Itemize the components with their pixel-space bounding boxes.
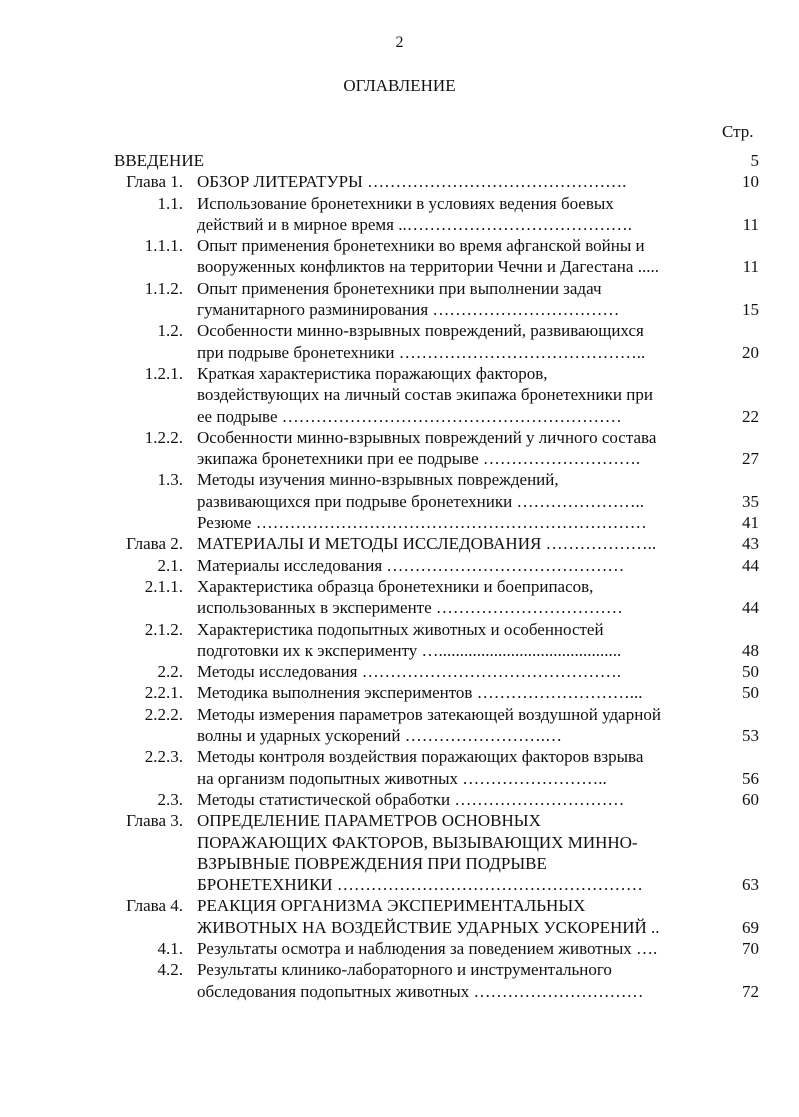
toc-entry-title: Особенности минно-взрывных повреждений у личного состава экипажа бронетехники при ее подрыве ………………………. xyxy=(197,427,657,469)
toc-entry-number: Глава 4. xyxy=(126,896,183,916)
toc-entry-title: Методы измерения параметров затекающей воздушной ударной волны и ударных ускорений …………………….… xyxy=(197,704,661,746)
toc-entry-page: 22 xyxy=(742,406,759,426)
toc-entry-page: 72 xyxy=(742,981,759,1001)
toc-entry xyxy=(0,363,799,427)
toc-entry-title: Особенности минно-взрывных повреждений, развивающихся при подрыве бронетехники …………………………………….. xyxy=(197,321,646,362)
toc-entry-number: 1.1.2. xyxy=(144,278,183,298)
toc-entry-page: 48 xyxy=(742,640,759,660)
toc-entry-title: Опыт применения бронетехники во время афганской войны и вооруженных конфликтов на территории Чечни и Дагестана ..... xyxy=(197,236,659,277)
toc-entry-number: 2.2.2. xyxy=(144,704,183,724)
toc-entry-page: 15 xyxy=(742,300,759,320)
page-column-header: Стр. xyxy=(722,122,754,141)
toc-entry-number: 2.2.1. xyxy=(144,683,183,703)
toc-entry xyxy=(0,278,799,321)
toc-entry-number: 1.2. xyxy=(157,321,183,341)
toc-entry-title: Результаты осмотра и наблюдения за поведением животных …. xyxy=(197,938,658,958)
toc-entry xyxy=(0,938,799,959)
toc-entry-page: 69 xyxy=(742,917,759,937)
toc-entry xyxy=(0,704,799,747)
toc-entry-number: 4.1. xyxy=(157,938,183,958)
toc-entry-page: 5 xyxy=(750,151,759,170)
toc-entry-number: 1.1. xyxy=(157,193,183,213)
toc-entry-number: 2.2. xyxy=(157,662,183,682)
toc-entry-number: Глава 3. xyxy=(126,811,183,831)
toc-entry xyxy=(0,682,799,703)
page-title: ОГЛАВЛЕНИЕ xyxy=(343,76,456,95)
toc-entry xyxy=(0,895,799,938)
toc-entry-title: Краткая характеристика поражающих факторов, воздействующих на личный состав экипажа бронетехники при ее подрыве …………………………………………………… xyxy=(197,363,653,426)
toc-entry-title: ОБЗОР ЛИТЕРАТУРЫ ………………………………………. xyxy=(197,172,627,192)
toc-entry xyxy=(0,320,799,363)
toc-entry-page: 43 xyxy=(742,534,759,554)
toc-entry-number: 2.1. xyxy=(157,555,183,575)
toc-entry-page: 35 xyxy=(742,491,759,511)
toc-entry-number: 2.1.1. xyxy=(144,576,183,596)
toc-entry-page: 20 xyxy=(742,342,759,362)
toc-entry-title: РЕАКЦИЯ ОРГАНИЗМА ЭКСПЕРИМЕНТАЛЬНЫХ ЖИВОТНЫХ НА ВОЗДЕЙСТВИЕ УДАРНЫХ УСКОРЕНИЙ .. xyxy=(197,896,660,937)
toc-entry xyxy=(0,555,799,576)
toc-entry xyxy=(0,661,799,682)
toc-entry-title: Материалы исследования …………………………………… xyxy=(197,555,625,575)
toc-entry-title: Результаты клинико-лабораторного и инструментального обследования подопытных животных ………………………… xyxy=(197,960,644,1001)
toc-entry-page: 44 xyxy=(742,598,759,618)
toc-entry-number: 2.2.3. xyxy=(144,747,183,767)
toc-entry-page: 11 xyxy=(742,214,759,234)
table-of-contents xyxy=(0,150,799,1002)
toc-entry xyxy=(0,746,799,789)
toc-entry xyxy=(0,619,799,662)
toc-entry-title: Характеристика образца бронетехники и боеприпасов, использованных в эксперименте …………………………… xyxy=(197,576,623,618)
toc-entry-title: Характеристика подопытных животных и особенностей подготовки их к эксперименту …........................................... xyxy=(197,619,622,660)
toc-entry xyxy=(0,512,799,533)
toc-entry-number: 2.1.2. xyxy=(144,619,183,639)
toc-entry-number: 4.2. xyxy=(157,960,183,980)
toc-entry xyxy=(0,235,799,278)
toc-entry-page: 56 xyxy=(742,768,759,788)
page-number: 2 xyxy=(395,34,404,51)
toc-entry-title: ВВЕДЕНИЕ xyxy=(114,151,204,170)
toc-entry-page: 50 xyxy=(742,683,759,703)
toc-entry xyxy=(0,810,799,895)
toc-entry-number: 2.3. xyxy=(157,789,183,809)
toc-entry xyxy=(0,576,799,619)
toc-entry-page: 10 xyxy=(742,172,759,192)
toc-entry-title: Резюме …………………………………………………………… xyxy=(197,513,647,533)
toc-entry xyxy=(0,533,799,554)
toc-entry-number: 1.3. xyxy=(157,470,183,490)
toc-entry-number: 1.2.2. xyxy=(144,427,183,447)
toc-entry-title: Методы исследования ………………………………………. xyxy=(197,662,621,682)
toc-entry-number: 1.1.1. xyxy=(144,236,183,256)
toc-entry-page: 53 xyxy=(742,726,759,746)
toc-entry-title: МАТЕРИАЛЫ И МЕТОДЫ ИССЛЕДОВАНИЯ ……………….. xyxy=(197,534,657,554)
toc-entry-page: 63 xyxy=(742,875,759,895)
toc-entry-page: 70 xyxy=(742,938,759,958)
toc-entry-number: Глава 2. xyxy=(126,534,183,554)
toc-entry-page: 50 xyxy=(742,662,759,682)
toc-entry-page: 44 xyxy=(742,555,759,575)
toc-entry-title: Использование бронетехники в условиях ведения боевых действий и в мирное время ..…………………………………. xyxy=(197,193,632,234)
toc-entry-number: 1.2.1. xyxy=(144,363,183,383)
toc-entry-page: 11 xyxy=(742,257,759,277)
toc-entry-page: 41 xyxy=(742,513,759,533)
toc-entry-title: Методы изучения минно-взрывных повреждений, развивающихся при подрыве бронетехники ………………….. xyxy=(197,470,644,511)
toc-entry-page: 27 xyxy=(742,449,759,469)
toc-entry xyxy=(0,959,799,1002)
toc-entry xyxy=(0,193,799,236)
toc-entry xyxy=(0,427,799,470)
toc-entry xyxy=(0,171,799,192)
toc-entry-title: ОПРЕДЕЛЕНИЕ ПАРАМЕТРОВ ОСНОВНЫХ ПОРАЖАЮЩИХ ФАКТОРОВ, ВЫЗЫВАЮЩИХ МИННО- ВЗРЫВНЫЕ ПОВРЕЖДЕНИЯ ПРИ ПОДРЫВЕ БРОНЕТЕХНИКИ ……………………………………………… xyxy=(197,811,643,895)
toc-entry-title: Методы статистической обработки ………………………… xyxy=(197,789,625,809)
toc-entry xyxy=(0,469,799,512)
toc-entry xyxy=(0,789,799,810)
toc-entry-title: Методика выполнения экспериментов ………………………... xyxy=(197,683,643,703)
toc-entry xyxy=(0,150,799,171)
toc-entry-number: Глава 1. xyxy=(126,172,183,192)
toc-entry-title: Методы контроля воздействия поражающих факторов взрыва на организм подопытных животных …………………….. xyxy=(197,747,644,788)
toc-entry-page: 60 xyxy=(742,789,759,809)
toc-entry-title: Опыт применения бронетехники при выполнении задач гуманитарного разминирования …………………………… xyxy=(197,278,620,320)
